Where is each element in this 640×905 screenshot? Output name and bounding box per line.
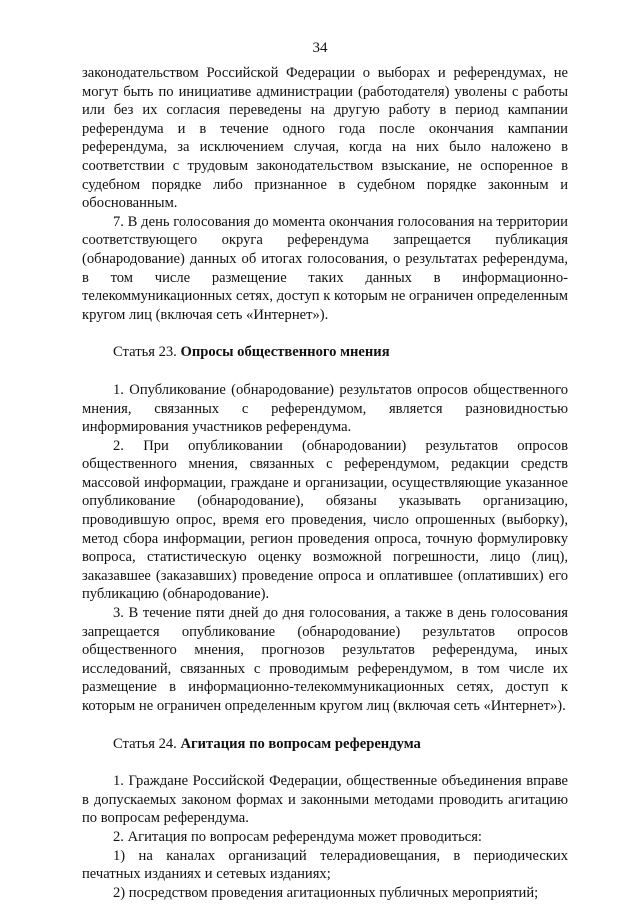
article-23-paragraph-1: 1. Опубликование (обнародование) результатов опросов общественного мнения, связанных с референдумом, является разновидностью информирования участников референдума. bbox=[82, 381, 568, 436]
paragraph-continuation: законодательством Российской Федерации о выборах и референдумах, не могут быть по инициативе администрации (работодателя) уволены с работы или без их согласия переведены на другую работу в период кампании референдума и в течение одного года после окончания кампании референдума, за исключением случая, когда на них было наложено в соответствии с трудовым законодательством взыскание, не оспоренное в судебном порядке либо признанное в судебном порядке законным и обоснованным. bbox=[82, 65, 568, 212]
article-23-heading bbox=[82, 343, 568, 362]
article-24-paragraph-2: 2. Агитация по вопросам референдума может проводиться: bbox=[113, 828, 482, 845]
article-24-title: Агитация по вопросам референдума bbox=[180, 735, 421, 752]
spacer bbox=[82, 716, 568, 735]
article-23-prefix: Статья 23. bbox=[113, 344, 181, 361]
article-24-paragraph-1: 1. Граждане Российской Федерации, общественные объединения вправе в допускаемых законом формах и законными методами проводить агитацию по вопросам референдума. bbox=[82, 773, 568, 827]
page-number: 34 bbox=[312, 40, 328, 56]
article-23-paragraph-2: 2. При опубликовании (обнародовании) результатов опросов общественного мнения, связанных с референдумом, редакции средств массовой информации, граждане и организации, осуществляющие указанное опубликование (обнародование), обязаны указывать организацию, проводившую опрос, время его проведения, число опрошенных (выборку), метод сбора информации, регион проведения опроса, точную формулировку вопроса, статистическую оценку возможной погрешности, лицо (лиц), заказавшее (заказавших) проведение опроса и оплатившее (оплативших) его публикацию (обнародование). bbox=[82, 437, 568, 603]
spacer bbox=[82, 324, 568, 343]
article-24-item-1: 1) на каналах организаций телерадиовещания, в периодических печатных изданиях и сетевых изданиях; bbox=[82, 847, 568, 883]
article-23-title: Опросы общественного мнения bbox=[180, 344, 390, 361]
article-23-paragraph-3: 3. В течение пяти дней до дня голосования, а также в день голосования запрещается опубликование (обнародование) результатов опросов общественного мнения, прогнозов результатов референдума, иных исследований, связанных с проводимым референдумом, в том числе их размещение в информационно-телекоммуникационных сетях, доступ к которым не ограничен определенным кругом лиц (включая сеть «Интернет»). bbox=[82, 605, 568, 714]
document-body bbox=[82, 64, 568, 902]
article-24-heading bbox=[82, 735, 568, 754]
paragraph-7: 7. В день голосования до момента окончания голосования на территории соответствующего округа референдума запрещается публикация (обнародование) данных об итогах голосования, о результатах референдума, в том числе размещение таких данных в информационно-телекоммуникационных сетях, доступ к которым не ограничен определенным кругом лиц (включая сеть «Интернет»). bbox=[82, 213, 568, 323]
spacer bbox=[82, 362, 568, 381]
spacer bbox=[82, 753, 568, 772]
article-24-item-2: 2) посредством проведения агитационных публичных мероприятий; bbox=[113, 884, 539, 901]
article-24-prefix: Статья 24. bbox=[113, 735, 181, 752]
